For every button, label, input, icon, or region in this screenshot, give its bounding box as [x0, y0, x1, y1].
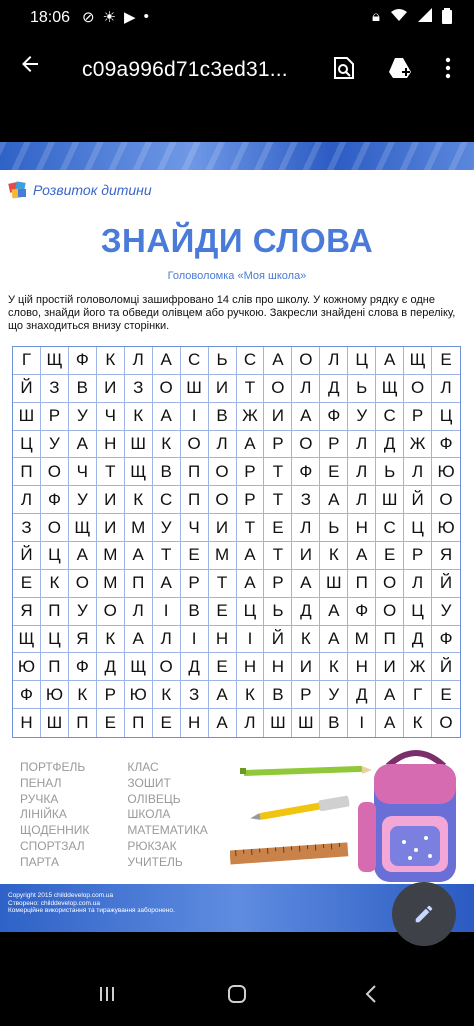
grid-cell: Л [320, 347, 348, 375]
word-list-item: ЗОШИТ [127, 775, 171, 790]
grid-cell: Й [432, 653, 460, 681]
grid-cell: Е [181, 542, 209, 570]
grid-cell: Ь [376, 458, 404, 486]
grid-cell: І [153, 598, 181, 626]
grid-cell: А [264, 347, 292, 375]
grid-cell: В [181, 598, 209, 626]
yellow-pen-image [249, 795, 349, 823]
grid-cell: К [153, 431, 181, 459]
grid-cell: Н [13, 709, 41, 737]
grid-cell: А [153, 347, 181, 375]
green-pencil-image [240, 766, 372, 776]
grid-cell: Й [432, 570, 460, 598]
grid-cell: Й [264, 626, 292, 654]
grid-cell: В [209, 403, 237, 431]
word-list-item: ШКОЛА [127, 807, 171, 822]
grid-cell: С [376, 403, 404, 431]
grid-cell: А [237, 431, 265, 459]
word-list-item: МАТЕМАТИКА [127, 823, 208, 838]
grid-cell: Л [125, 598, 153, 626]
grid-cell: А [153, 570, 181, 598]
grid-cell: О [69, 570, 97, 598]
word-list-item: ПЕНАЛ [20, 775, 62, 790]
grid-cell: Д [97, 653, 125, 681]
grid-cell: Ю [41, 681, 69, 709]
grid-cell: К [97, 626, 125, 654]
grid-cell: И [209, 514, 237, 542]
grid-cell: О [432, 486, 460, 514]
grid-cell: Г [13, 347, 41, 375]
brand-star-icon [8, 180, 28, 200]
grid-cell: А [209, 681, 237, 709]
grid-cell: О [404, 375, 432, 403]
grid-cell: А [320, 626, 348, 654]
grid-cell: Е [209, 653, 237, 681]
word-list-item: ОЛІВЕЦЬ [127, 791, 181, 806]
grid-cell: И [292, 542, 320, 570]
grid-cell: А [69, 542, 97, 570]
grid-cell: Р [181, 570, 209, 598]
word-list-item: ПОРТФЕЛЬ [20, 760, 86, 774]
grid-cell: А [237, 570, 265, 598]
grid-cell: Й [13, 375, 41, 403]
grid-cell: Я [432, 542, 460, 570]
grid-cell: К [237, 681, 265, 709]
grid-cell: Ю [125, 681, 153, 709]
grid-cell: П [181, 486, 209, 514]
grid-cell: М [97, 570, 125, 598]
grid-cell: О [41, 458, 69, 486]
grid-cell: Щ [125, 458, 153, 486]
brand-logo [8, 180, 152, 200]
grid-cell: Т [264, 542, 292, 570]
grid-cell: Ш [320, 570, 348, 598]
grid-cell: Ш [13, 403, 41, 431]
back-icon[interactable] [356, 982, 386, 1006]
battery-icon [442, 8, 452, 28]
grid-cell: М [348, 626, 376, 654]
recent-apps-icon[interactable] [92, 982, 122, 1006]
grid-cell: Р [320, 431, 348, 459]
grid-cell: В [69, 375, 97, 403]
dot-icon: • [143, 8, 149, 25]
grid-cell: І [237, 626, 265, 654]
grid-cell: Ш [181, 375, 209, 403]
grid-cell: У [69, 598, 97, 626]
grid-cell: Н [348, 653, 376, 681]
grid-cell: Ф [292, 458, 320, 486]
grid-cell: Т [97, 458, 125, 486]
status-right-icons [372, 8, 452, 28]
grid-cell: І [348, 709, 376, 737]
grid-cell: Ц [404, 598, 432, 626]
grid-cell: Ф [13, 681, 41, 709]
home-icon[interactable] [222, 982, 252, 1006]
grid-cell: К [320, 653, 348, 681]
grid-cell: У [320, 681, 348, 709]
word-list-item: ЩОДЕННИК [20, 823, 90, 838]
grid-cell: С [237, 347, 265, 375]
grid-cell: О [264, 375, 292, 403]
grid-cell: Н [181, 709, 209, 737]
grid-cell: Ф [320, 403, 348, 431]
signal-icon [418, 8, 432, 28]
grid-cell: Щ [41, 347, 69, 375]
edit-fab-button[interactable] [392, 882, 456, 946]
grid-cell: Щ [376, 375, 404, 403]
grid-cell: И [264, 403, 292, 431]
lock-icon: 🔒︎ [372, 8, 380, 25]
grid-cell: У [153, 514, 181, 542]
grid-cell: З [13, 514, 41, 542]
grid-cell: Ф [348, 598, 376, 626]
grid-cell: О [153, 375, 181, 403]
grid-cell: Ц [13, 431, 41, 459]
more-vert-icon[interactable] [434, 54, 462, 82]
status-bar [0, 0, 474, 36]
grid-cell: Р [41, 403, 69, 431]
grid-cell: Й [13, 542, 41, 570]
word-list-item: СПОРТЗАЛ [20, 838, 85, 853]
grid-cell: Ф [41, 486, 69, 514]
grid-cell: Ю [432, 514, 460, 542]
grid-cell: О [376, 598, 404, 626]
grid-cell: И [292, 653, 320, 681]
grid-cell: Ч [181, 514, 209, 542]
wifi-icon [390, 8, 408, 28]
grid-cell: Т [264, 458, 292, 486]
grid-cell: Ф [432, 626, 460, 654]
grid-cell: Л [348, 458, 376, 486]
grid-cell: З [41, 375, 69, 403]
grid-cell: Ш [41, 709, 69, 737]
grid-cell: Д [404, 626, 432, 654]
grid-cell: О [439, 713, 453, 733]
grid-cell: Ж [404, 653, 432, 681]
grid-cell: Р [264, 431, 292, 459]
back-arrow-icon[interactable] [18, 52, 42, 82]
grid-cell: Ь [264, 598, 292, 626]
grid-cell: Ш [376, 486, 404, 514]
grid-cell: У [432, 598, 460, 626]
grid-cell: Н [348, 514, 376, 542]
grid-cell: Л [13, 486, 41, 514]
grid-cell: О [181, 431, 209, 459]
grid-cell: Л [125, 347, 153, 375]
grid-cell: Щ [13, 626, 41, 654]
grid-cell: Е [13, 570, 41, 598]
grid-cell: Д [348, 681, 376, 709]
footer-created: Створено: childdevelop.com.ua [8, 899, 100, 907]
grid-cell: К [320, 542, 348, 570]
grid-cell: О [292, 347, 320, 375]
word-list-right [127, 760, 207, 871]
word-list-item: ЛІНІЙКА [20, 807, 67, 822]
grid-cell: Е [153, 709, 181, 737]
grid-cell: Е [432, 681, 460, 709]
grid-cell: К [125, 403, 153, 431]
grid-cell: С [376, 514, 404, 542]
grid-cell: О [41, 514, 69, 542]
grid-cell: В [264, 681, 292, 709]
footer-license: Комерційне використання та тиражування заборонено. [8, 907, 175, 914]
grid-cell: П [181, 458, 209, 486]
grid-cell: И [209, 375, 237, 403]
grid-cell: Ю [13, 653, 41, 681]
grid-cell: И [97, 486, 125, 514]
grid-cell: П [41, 653, 69, 681]
grid-cell: Р [97, 681, 125, 709]
grid-cell: С [181, 347, 209, 375]
word-search-grid [12, 346, 461, 738]
grid-cell: А [69, 431, 97, 459]
grid-cell: Р [237, 486, 265, 514]
grid-cell: Ф [69, 653, 97, 681]
grid-cell: С [153, 486, 181, 514]
grid-cell: З [125, 375, 153, 403]
grid-cell: К [97, 347, 125, 375]
grid-cell: Т [153, 542, 181, 570]
grid-cell: Е [320, 458, 348, 486]
grid-cell: У [69, 403, 97, 431]
grid-cell: П [69, 709, 97, 737]
grid-cell: Ю [432, 458, 460, 486]
grid-cell: Т [237, 375, 265, 403]
grid-cell: Р [292, 681, 320, 709]
grid-cell: В [320, 709, 348, 737]
page-subtitle: Головоломка «Моя школа» [167, 270, 307, 282]
find-in-page-icon[interactable] [330, 54, 358, 82]
header-banner [0, 142, 474, 170]
grid-cell: А [320, 486, 348, 514]
word-list-item: ПАРТА [20, 854, 60, 869]
grid-cell: Л [292, 375, 320, 403]
grid-cell: Т [264, 486, 292, 514]
grid-cell: П [125, 570, 153, 598]
grid-cell: А [125, 542, 153, 570]
grid-cell: П [348, 570, 376, 598]
grid-cell: Ф [69, 347, 97, 375]
grid-cell: М [97, 542, 125, 570]
grid-cell: Й [404, 486, 432, 514]
grid-cell: Ц [404, 514, 432, 542]
grid-cell: Щ [69, 514, 97, 542]
grid-cell: Ш [264, 709, 292, 737]
grid-cell: П [125, 709, 153, 737]
grid-cell: Р [404, 542, 432, 570]
grid-cell: Л [209, 431, 237, 459]
grid-cell: А [348, 542, 376, 570]
grid-cell: А [237, 542, 265, 570]
grid-cell: Р [237, 458, 265, 486]
brand-name: Розвиток дитини [33, 182, 152, 198]
grid-cell: А [376, 347, 404, 375]
add-to-drive-icon[interactable] [386, 54, 414, 82]
grid-cell: О [292, 431, 320, 459]
grid-cell: І [181, 626, 209, 654]
grid-cell: А [209, 709, 237, 737]
grid-cell: Л [432, 375, 460, 403]
grid-cell: А [125, 626, 153, 654]
status-left-icons [82, 8, 149, 26]
grid-cell: Л [348, 431, 376, 459]
grid-cell: У [348, 403, 376, 431]
grid-cell: О [153, 653, 181, 681]
grid-cell: Е [264, 514, 292, 542]
school-supplies-illustration [230, 742, 474, 892]
grid-cell: М [209, 542, 237, 570]
grid-cell: К [153, 681, 181, 709]
grid-cell: Е [97, 709, 125, 737]
grid-cell: Р [264, 570, 292, 598]
grid-cell: Ч [97, 403, 125, 431]
grid-cell: К [404, 709, 432, 737]
word-list [20, 760, 208, 871]
grid-cell: Е [376, 542, 404, 570]
grid-cell: І [181, 403, 209, 431]
grid-cell: К [125, 486, 153, 514]
grid-cell: О [209, 458, 237, 486]
grid-cell: П [376, 626, 404, 654]
word-list-item: УЧИТЕЛЬ [127, 854, 183, 869]
grid-cell: Я [13, 598, 41, 626]
grid-cell: Ц [41, 626, 69, 654]
grid-cell: Р [404, 403, 432, 431]
grid-cell: Ц [41, 542, 69, 570]
grid-cell: Ц [237, 598, 265, 626]
grid-cell: З [181, 681, 209, 709]
grid-cell: К [69, 681, 97, 709]
grid-cell: Н [97, 431, 125, 459]
system-nav-bar [0, 960, 474, 1026]
grid-cell: Ш [292, 709, 320, 737]
sync-off-icon: ⊘ [82, 9, 95, 26]
backpack-image [358, 753, 456, 882]
grid-cell: Ц [348, 347, 376, 375]
grid-cell: К [41, 570, 69, 598]
grid-cell: А [376, 709, 404, 737]
grid-cell: К [292, 626, 320, 654]
grid-cell: Д [376, 431, 404, 459]
grid-cell: З [292, 486, 320, 514]
grid-cell: Т [237, 514, 265, 542]
grid-cell: Л [404, 570, 432, 598]
file-title: c09a996d71c3ed31... [82, 58, 288, 81]
grid-cell: Н [237, 653, 265, 681]
grid-cell: Ш [125, 431, 153, 459]
grid-cell: Л [404, 458, 432, 486]
grid-cell: Л [237, 709, 265, 737]
grid-cell: У [69, 486, 97, 514]
grid-cell: Д [292, 598, 320, 626]
grid-cell: Ф [432, 431, 460, 459]
footer-copyright: Copyright 2015 childdevelop.com.ua [8, 892, 114, 899]
grid-cell: О [97, 598, 125, 626]
grid-cell: Я [69, 626, 97, 654]
grid-cell: Ь [348, 375, 376, 403]
grid-cell: А [376, 681, 404, 709]
grid-cell: О [376, 570, 404, 598]
grid-cell: И [97, 514, 125, 542]
grid-cell: Ж [237, 403, 265, 431]
word-list-item: КЛАС [127, 760, 159, 774]
grid-cell: Д [320, 375, 348, 403]
grid-cell: Н [264, 653, 292, 681]
grid-cell: Ь [209, 347, 237, 375]
ruler-image [230, 842, 348, 864]
grid-cell: Ж [404, 431, 432, 459]
grid-cell: Ь [320, 514, 348, 542]
grid-cell: Л [153, 626, 181, 654]
grid-cell: Л [292, 514, 320, 542]
grid-cell: И [97, 375, 125, 403]
grid-cell: Щ [125, 653, 153, 681]
grid-cell: А [292, 570, 320, 598]
grid-cell: А [153, 403, 181, 431]
edit-pencil-icon [413, 903, 435, 925]
app-bar [0, 36, 474, 104]
page-title: ЗНАЙДИ СЛОВА [100, 222, 374, 259]
status-time: 18:06 [30, 9, 71, 26]
grid-cell: М [125, 514, 153, 542]
grid-cell: Щ [404, 347, 432, 375]
youtube-icon: ▶ [124, 9, 136, 26]
grid-cell: Ц [432, 403, 460, 431]
grid-cell: П [13, 458, 41, 486]
weather-icon: ☀ [102, 9, 117, 26]
grid-cell: Д [181, 653, 209, 681]
grid-cell: В [153, 458, 181, 486]
grid-cell: А [292, 403, 320, 431]
grid-cell: Ч [69, 458, 97, 486]
grid-cell: Л [348, 486, 376, 514]
grid-cell: Т [209, 570, 237, 598]
grid-cell: Е [209, 598, 237, 626]
document-page [0, 142, 474, 932]
grid-cell: И [376, 653, 404, 681]
grid-cell: А [320, 598, 348, 626]
grid-cell: У [41, 431, 69, 459]
word-list-left [20, 760, 89, 871]
grid-cell: П [41, 598, 69, 626]
instructions-text: У цій простій головоломці зашифровано 14 слів про школу. У кожному рядку є одне слово, знайди його та обведи олівцем або ручкою. Закресли знайдені слова в переліку, що знаходиться внизу сторінки. [8, 294, 456, 332]
grid-cell: Е [432, 347, 460, 375]
grid-cell: Н [209, 626, 237, 654]
word-list-item: РУЧКА [20, 791, 59, 806]
word-list-item: РЮКЗАК [127, 838, 177, 853]
grid-cell: О [209, 486, 237, 514]
grid-cell: Г [404, 681, 432, 709]
